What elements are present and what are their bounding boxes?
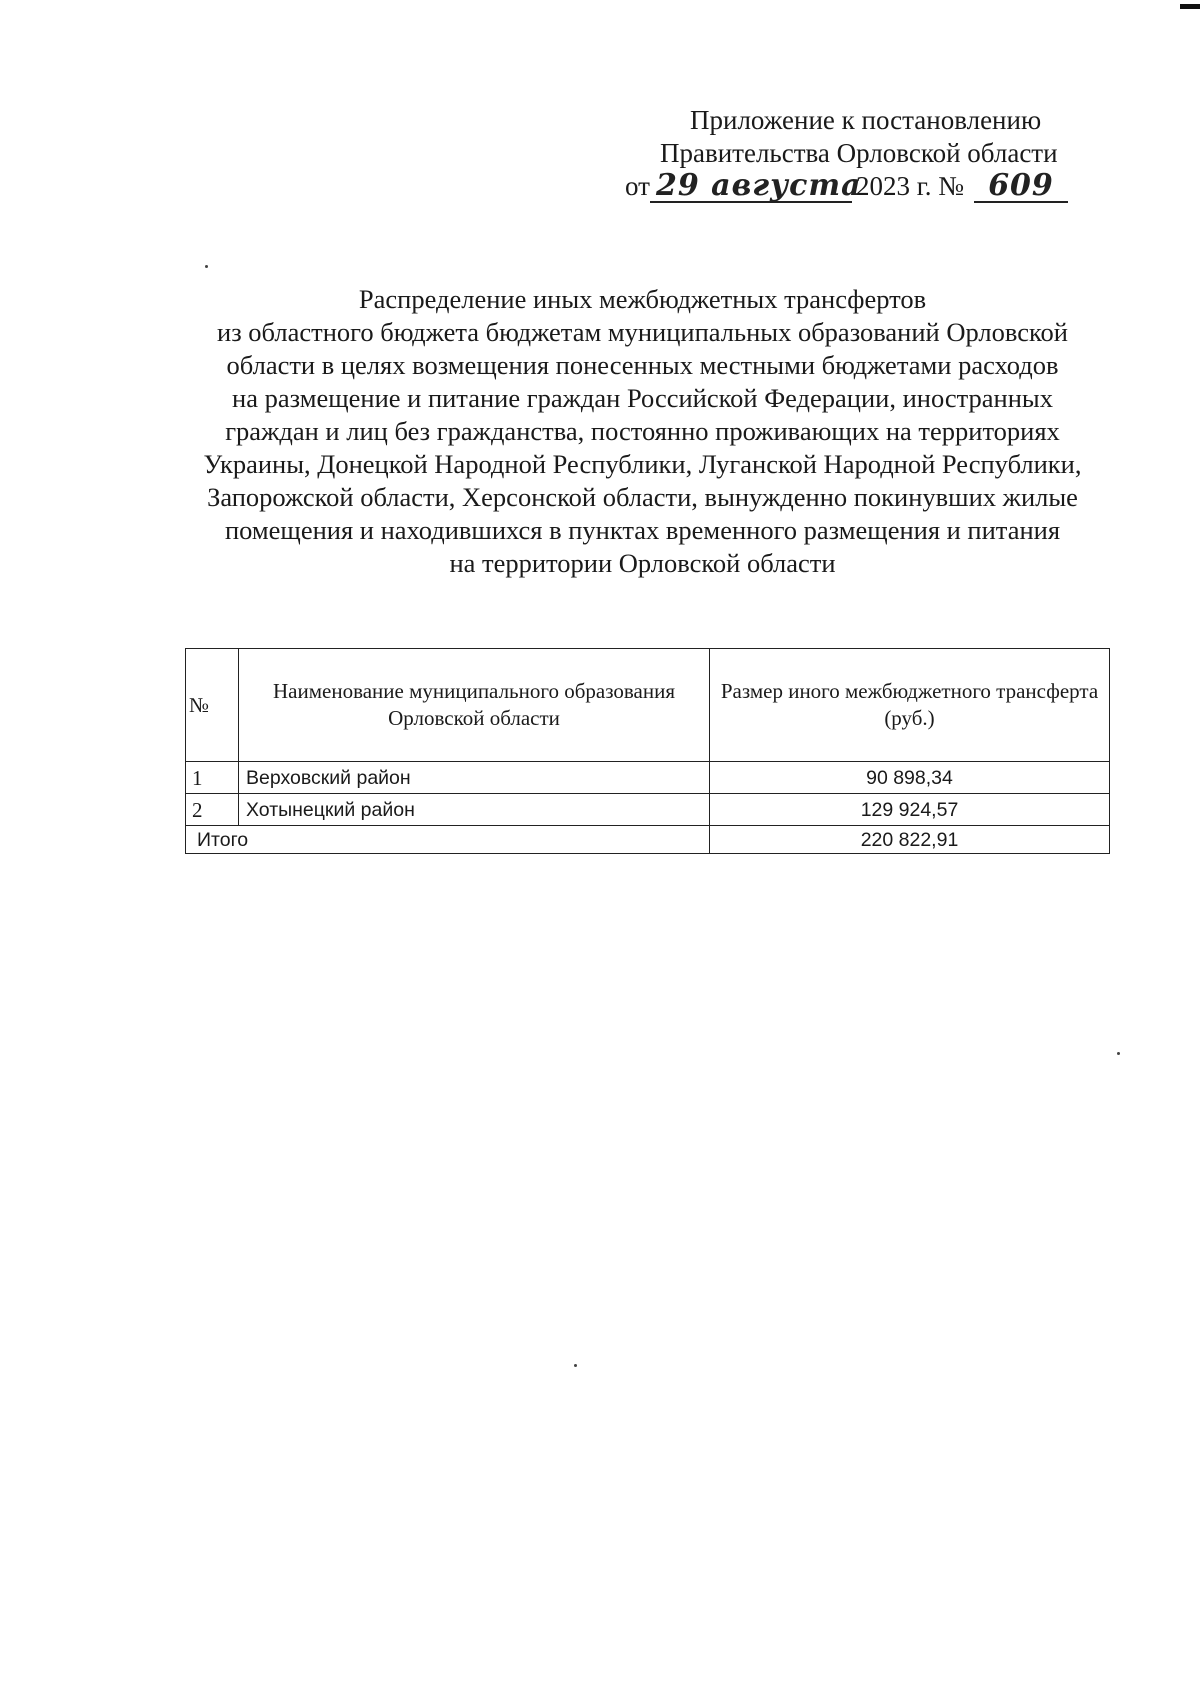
title-line: из областного бюджета бюджетам муниципальных образований Орловской	[217, 317, 1068, 347]
table-total-row	[186, 826, 1110, 854]
title-line: области в целях возмещения понесенных местными бюджетами расходов	[226, 350, 1059, 380]
table-row	[186, 794, 1110, 826]
row-number: 2	[186, 794, 239, 826]
scan-speck	[205, 265, 208, 268]
handwritten-date: 29 августа	[650, 171, 852, 203]
row-amount: 129 924,57	[710, 794, 1110, 826]
title-line: граждан и лиц без гражданства, постоянно проживающих на территориях	[225, 416, 1060, 446]
scan-speck	[574, 1364, 577, 1367]
row-amount: 90 898,34	[710, 762, 1110, 794]
row-number: 1	[186, 762, 239, 794]
header-number: №	[186, 649, 239, 762]
title-line: Запорожской области, Херсонской области, вынужденно покинувших жилые	[207, 482, 1078, 512]
table-header-row	[186, 649, 1110, 762]
appendix-date-line	[625, 170, 1068, 203]
title-line: Распределение иных межбюджетных трансфертов	[358, 284, 927, 314]
appendix-line-1: Приложение к постановлению	[690, 105, 1042, 135]
row-municipality: Хотынецкий район	[239, 794, 710, 826]
title-line: на размещение и питание граждан Российской Федерации, иностранных	[232, 383, 1053, 413]
title-line: на территории Орловской области	[449, 548, 836, 578]
title-line: помещения и находившихся в пунктах временного размещения и питания	[224, 515, 1061, 545]
row-municipality: Верховский район	[239, 762, 710, 794]
date-prefix: от	[625, 171, 650, 201]
table-row	[186, 762, 1110, 794]
total-amount: 220 822,91	[710, 826, 1110, 854]
scan-speck	[1117, 1052, 1120, 1055]
document-title	[150, 283, 1135, 580]
appendix-line-2: Правительства Орловской области	[660, 138, 1058, 168]
header-municipality-name: Наименование муниципального образования Орловской области	[239, 649, 710, 762]
scan-corner-mark	[1180, 4, 1200, 9]
total-label: Итого	[186, 826, 710, 854]
header-transfer-amount: Размер иного межбюджетного трансферта (руб.)	[710, 649, 1110, 762]
transfer-table-wrapper	[185, 648, 1110, 854]
title-line: Украины, Донецкой Народной Республики, Луганской Народной Республики,	[203, 449, 1082, 479]
transfer-table	[185, 648, 1110, 854]
year-and-number-label: 2023 г. №	[855, 171, 964, 201]
handwritten-number: 609	[974, 171, 1068, 203]
